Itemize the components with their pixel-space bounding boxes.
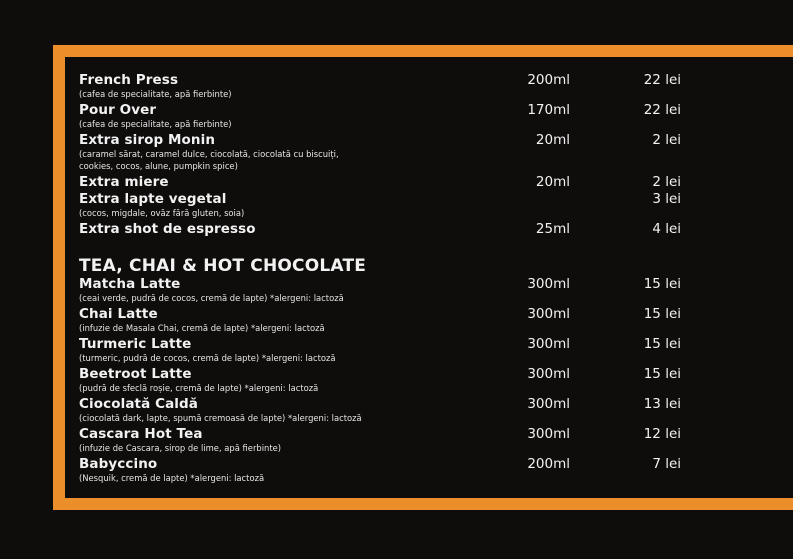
menu-item-extra-shot-espresso [79,221,689,237]
item-description: (ceai verde, pudră de cocos, cremă de lapte) *alergeni: lactoză [79,293,344,303]
item-description: (pudră de sfeclă roșie, cremă de lapte) *alergeni: lactoză [79,383,319,393]
item-volume: 300ml [527,396,570,412]
item-price: 4 lei [652,221,681,237]
item-volume: 200ml [527,72,570,88]
item-volume: 25ml [535,221,570,237]
item-name: Ciocolată Caldă [79,396,199,412]
item-price: 22 lei [643,102,681,118]
item-price: 22 lei [643,72,681,88]
item-volume: 300ml [527,426,570,442]
item-price: 2 lei [652,174,681,190]
item-name: Turmeric Latte [79,336,192,352]
item-name: Matcha Latte [79,276,181,292]
item-volume: 20ml [535,132,570,148]
item-description: (Nesquik, cremă de lapte) *alergeni: lactoză [79,473,265,483]
item-price: 12 lei [643,426,681,442]
item-description: (caramel sărat, caramel dulce, ciocolată, ciocolată cu biscuiți, cookies, cocos, alune, pumpkin spice) [79,149,339,171]
item-price: 13 lei [643,396,681,412]
menu-item-chai-latte [79,306,689,334]
item-price: 15 lei [643,306,681,322]
item-price: 2 lei [652,132,681,148]
menu-item-pour-over [79,102,689,130]
item-name: Cascara Hot Tea [79,426,203,442]
item-name: Extra lapte vegetal [79,191,227,207]
item-volume: 20ml [535,174,570,190]
item-volume: 300ml [527,306,570,322]
item-description: (cafea de specialitate, apă fierbinte) [79,119,232,129]
item-name: Babyccino [79,456,158,472]
menu-item-babyccino [79,456,689,484]
item-volume: 300ml [527,336,570,352]
item-name: Pour Over [79,102,157,118]
menu-item-extra-sirop-monin [79,132,689,172]
menu-item-turmeric-latte [79,336,689,364]
item-price: 7 lei [652,456,681,472]
item-volume: 300ml [527,276,570,292]
item-name: Extra shot de espresso [79,221,256,237]
item-description: (cafea de specialitate, apă fierbinte) [79,89,232,99]
menu-item-french-press [79,72,689,100]
item-name: Extra sirop Monin [79,132,216,148]
item-description: (turmeric, pudră de cocos, cremă de lapte) *alergeni: lactoză [79,353,336,363]
item-price: 15 lei [643,336,681,352]
item-name: Beetroot Latte [79,366,192,382]
item-description: (ciocolată dark, lapte, spumă cremoasă de lapte) *alergeni: lactoză [79,413,362,423]
item-name: French Press [79,72,179,88]
menu-list [79,72,689,484]
item-description: (infuzie de Masala Chai, cremă de lapte) *alergeni: lactoză [79,323,325,333]
menu-item-matcha-latte [79,276,689,304]
item-name: Chai Latte [79,306,158,322]
item-description: (cocos, migdale, ovăz fără gluten, soia) [79,208,245,218]
item-price: 15 lei [643,276,681,292]
menu-item-extra-miere [79,174,689,190]
menu-item-cascara-hot-tea [79,426,689,454]
menu-item-extra-lapte-vegetal [79,191,689,219]
item-name: Extra miere [79,174,169,190]
item-volume: 200ml [527,456,570,472]
menu-item-ciocolata-calda [79,396,689,424]
item-volume: 300ml [527,366,570,382]
item-description: (infuzie de Cascara, sirop de lime, apă fierbinte) [79,443,282,453]
item-volume: 170ml [527,102,570,118]
menu-item-beetroot-latte [79,366,689,394]
item-price: 15 lei [643,366,681,382]
item-price: 3 lei [652,191,681,207]
section-heading: TEA, CHAI & HOT CHOCOLATE [79,256,367,276]
